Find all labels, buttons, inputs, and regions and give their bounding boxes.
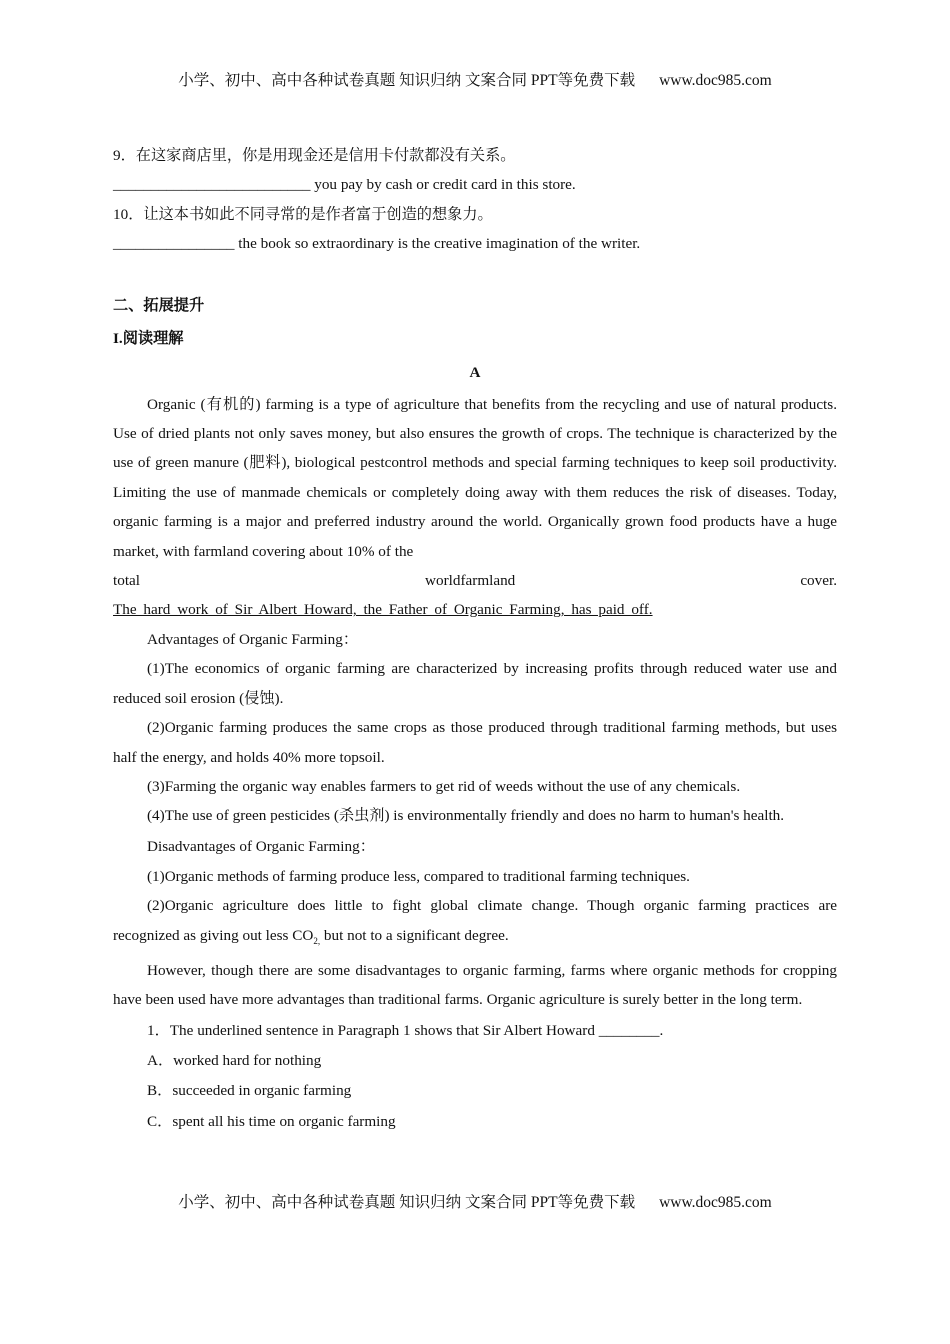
co2-subscript: 2, [313, 935, 321, 946]
advantage-1: (1)The economics of organic farming are characterized by increasing profits through reduced water use and reduced soil erosion (侵蚀). [113, 660, 837, 707]
section-title: 二、拓展提升 [113, 296, 205, 314]
advantages-title: Advantages of Organic Farming： [147, 630, 359, 648]
page-header [0, 68, 950, 90]
q10-blank: ________________ [113, 235, 235, 253]
word-cover: cover. [800, 572, 837, 590]
passage-paragraph-1: Organic (有机的) farming is a type of agriculture that benefits from the recycling and use of natural products. Use of dried plants not only saves money, but also ensures the growth of crops. The technique is characterized by the use of green manure (肥料), biological pestcontrol methods and special farming techniques to keep soil productivity. Limiting the use of manmade chemicals or completely doing away with them reduces the risk of diseases. Today, organic farming is a major and preferred industry around the world. Organically grown food products have a huge market, with farmland covering about 10% of the [113, 395, 837, 560]
section-subtitle: I.阅读理解 [113, 329, 184, 347]
q9-chinese: 9．在这家商店里，你是用现金还是信用卡付款都没有关系。 [113, 147, 516, 164]
question-1-option-a: A．worked hard for nothing [147, 1051, 322, 1069]
underlined-sentence: The hard work of Sir Albert Howard, the Father of Organic Farming, has paid off. [113, 601, 653, 619]
page-footer [0, 1190, 950, 1212]
disadvantage-2-text: (2)Organic agriculture does little to fight global climate change. Though organic farming practices are recognized as giving out less CO [113, 897, 837, 944]
footer-text: 小学、初中、高中各种试卷真题 知识归纳 文案合同 PPT等免费下载 [178, 1194, 636, 1211]
disadvantage-2 [113, 891, 837, 956]
disadvantage-2-end: but not to a significant degree. [320, 926, 509, 944]
word-total: total [113, 572, 140, 590]
conclusion-paragraph: However, though there are some disadvantages to organic farming, farms where organic methods for cropping have been used have more advantages than traditional farms. Organic agriculture is surely better in the long term. [113, 961, 837, 1009]
advantage-2: (2)Organic farming produces the same crops as those produced through traditional farming methods, but uses half the energy, and holds 40% more topsoil. [113, 719, 837, 766]
q10-english-text: the book so extraordinary is the creative imagination of the writer. [234, 235, 641, 253]
q10-english [113, 229, 837, 258]
advantage-4: (4)The use of green pesticides (杀虫剂) is environmentally friendly and does no harm to human's health. [147, 807, 785, 825]
passage-paragraph-1-last-line [113, 566, 837, 595]
question-1-option-b: B．succeeded in organic farming [147, 1082, 352, 1100]
q10-chinese: 10．让这本书如此不同寻常的是作者富于创造的想象力。 [113, 205, 493, 223]
q9-blank: __________________________ [113, 176, 311, 194]
document-body [113, 141, 837, 1137]
header-text: 小学、初中、高中各种试卷真题 知识归纳 文案合同 PPT等免费下载 [178, 72, 636, 89]
question-1-option-c: C．spent all his time on organic farming [147, 1112, 396, 1130]
advantage-3: (3)Farming the organic way enables farmers to get rid of weeds without the use of any chemicals. [147, 777, 741, 795]
passage-label: A [469, 363, 481, 381]
q9-english [113, 170, 837, 199]
q9-english-text: you pay by cash or credit card in this store. [310, 176, 576, 194]
footer-url: www.doc985.com [659, 1194, 772, 1211]
question-1-stem: 1．The underlined sentence in Paragraph 1 shows that Sir Albert Howard ________. [147, 1021, 664, 1039]
disadvantage-1: (1)Organic methods of farming produce less, compared to traditional farming techniques. [147, 867, 690, 885]
disadvantages-title: Disadvantages of Organic Farming： [147, 837, 375, 855]
word-worldfarmland: worldfarmland [425, 572, 516, 590]
header-url: www.doc985.com [659, 72, 772, 89]
